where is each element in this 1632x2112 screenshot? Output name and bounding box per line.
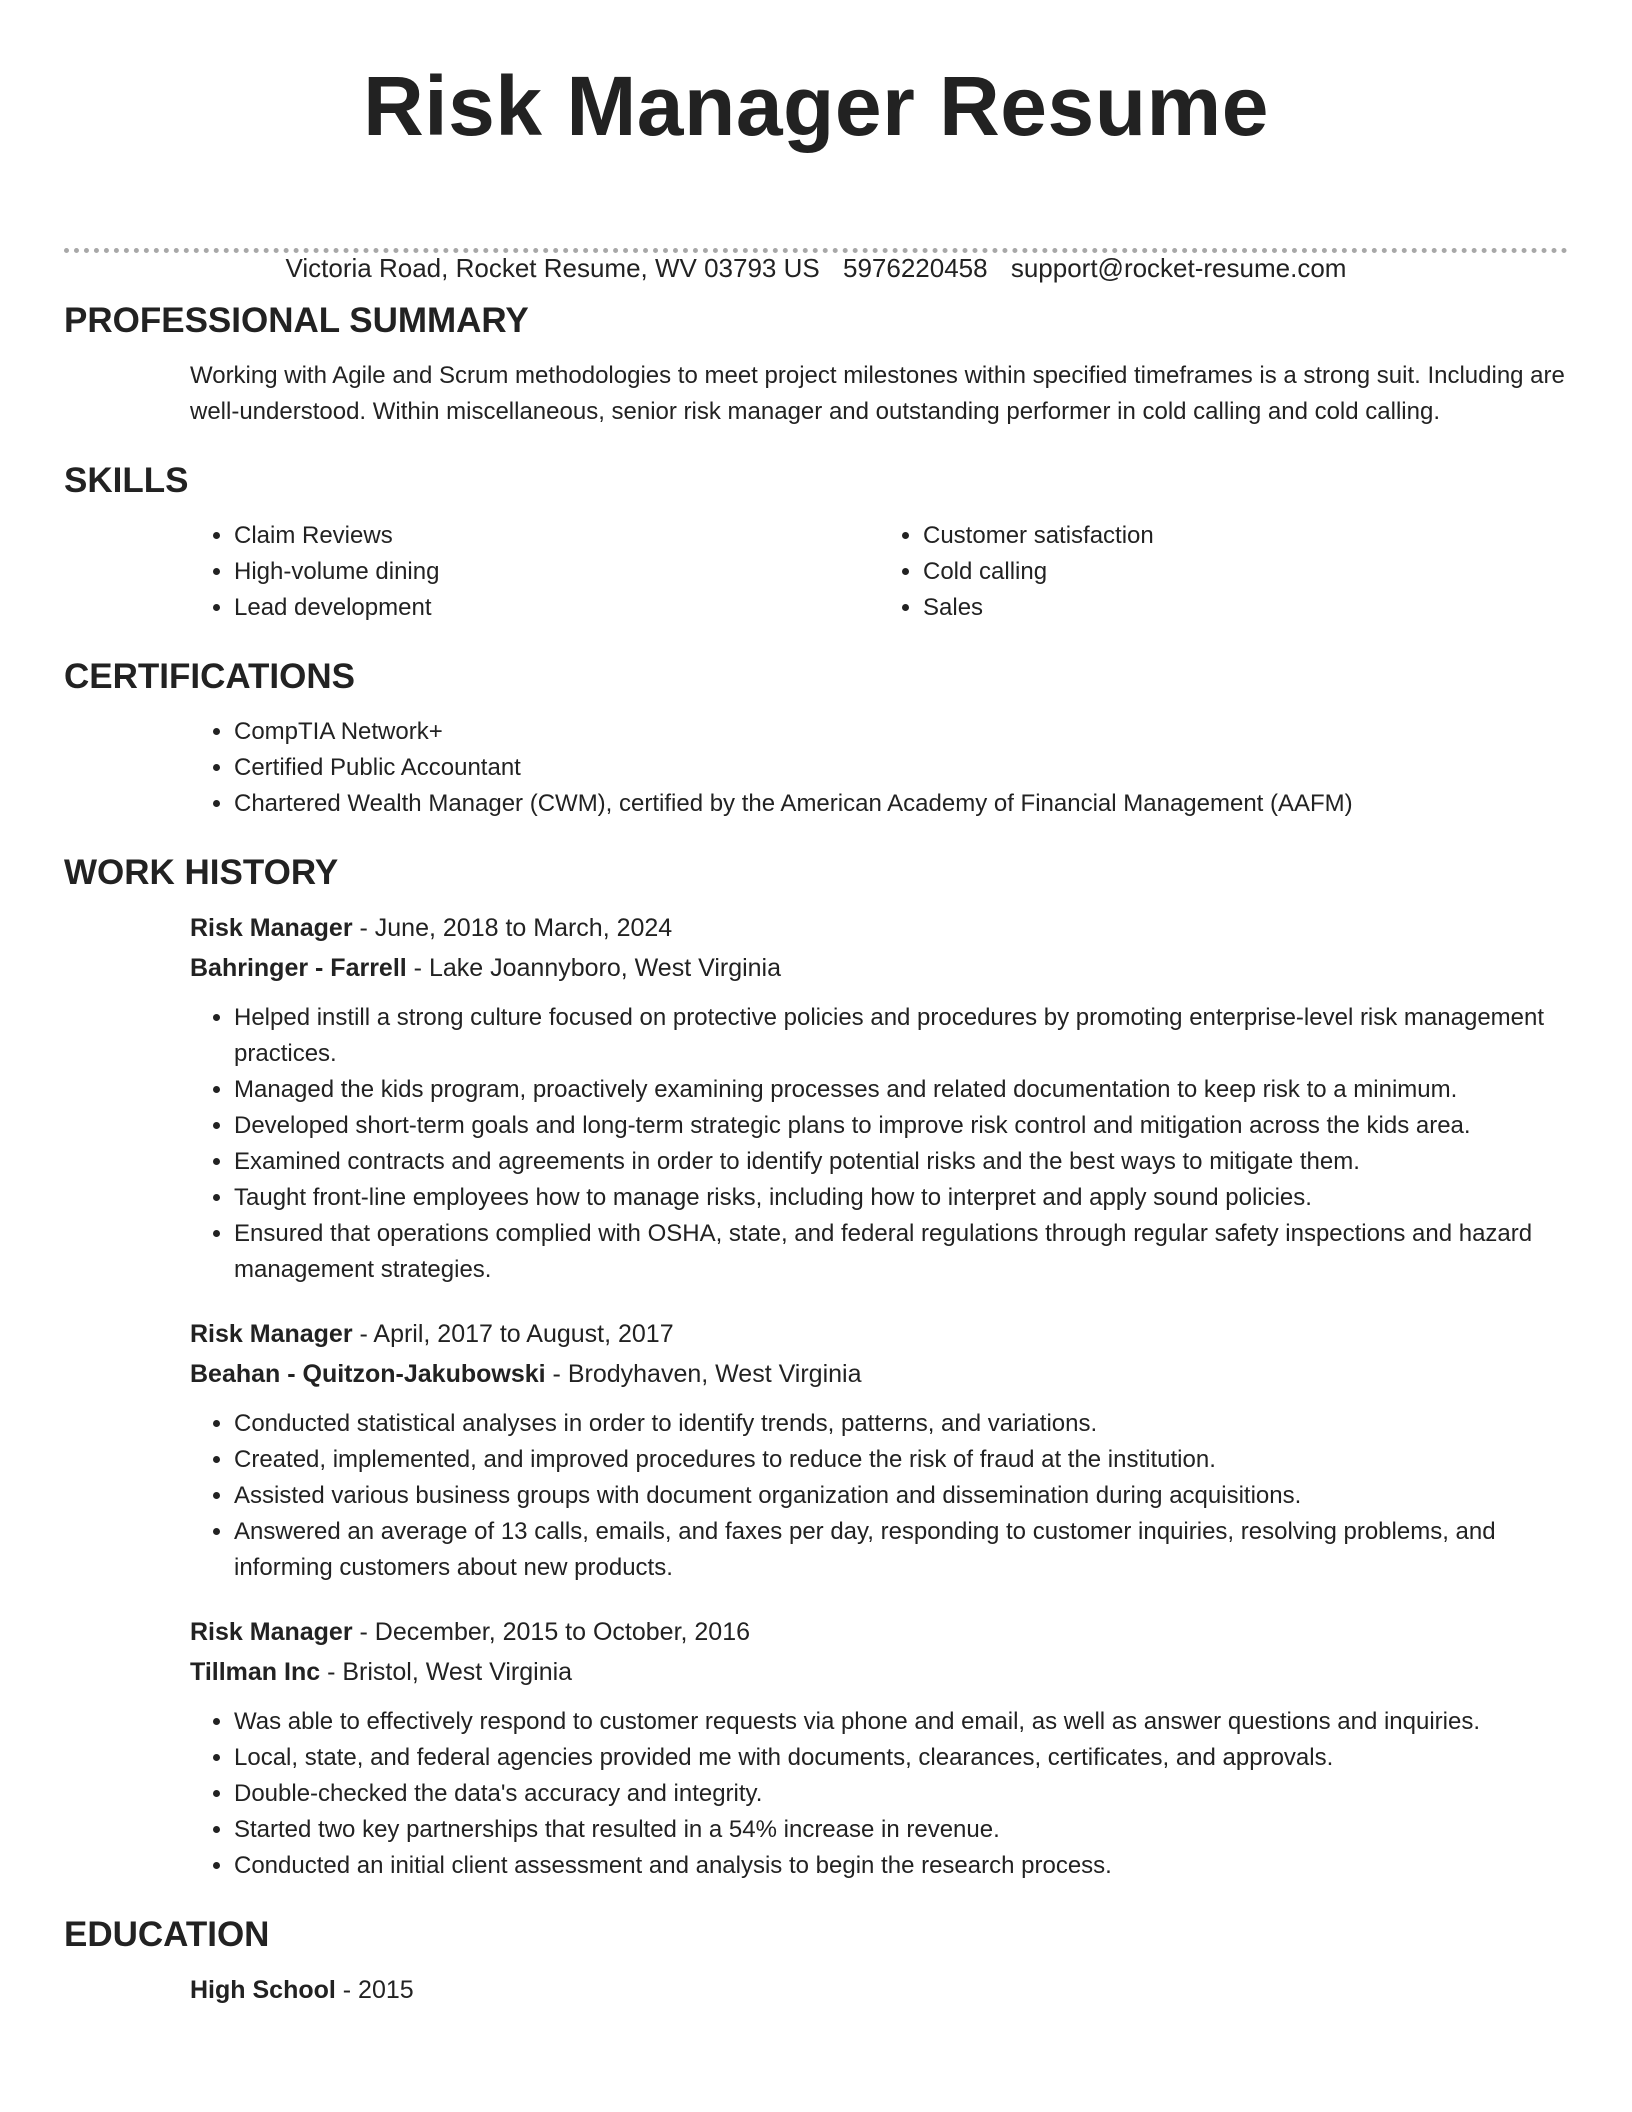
job-role-line	[190, 1314, 1568, 1354]
job-duty: • Local, state, and federal agencies provided me with documents, clearances, certificates, and approvals.	[234, 1740, 1568, 1776]
job-role: Risk Manager	[190, 1320, 353, 1348]
job-duty: • Ensured that operations complied with OSHA, state, and federal regulations through regular safety inspections and hazard management strategies.	[234, 1216, 1568, 1288]
job-location: - Brodyhaven, West Virginia	[545, 1360, 862, 1388]
job-duty: • Conducted statistical analyses in order to identify trends, patterns, and variations.	[234, 1406, 1568, 1442]
section-title-summary: PROFESSIONAL SUMMARY	[64, 301, 529, 340]
job-role: Risk Manager	[190, 914, 353, 942]
job-duty: • Helped instill a strong culture focused on protective policies and procedures by promoting enterprise-level risk management practices.	[234, 1000, 1568, 1072]
job-duty: • Examined contracts and agreements in order to identify potential risks and the best ways to mitigate them.	[234, 1144, 1568, 1180]
job-duty: • Managed the kids program, proactively examining processes and related documentation to keep risk to a minimum.	[234, 1072, 1568, 1108]
job-dates: - December, 2015 to October, 2016	[352, 1618, 751, 1646]
job-duty: • Assisted various business groups with document organization and dissemination during acquisitions.	[234, 1478, 1568, 1514]
skill-item: • Claim Reviews	[234, 518, 879, 554]
job-location: - Lake Joannyboro, West Virginia	[406, 954, 782, 982]
contact-email[interactable]: support@rocket-resume.com	[1010, 253, 1347, 283]
section-title-education: EDUCATION	[64, 1915, 270, 1954]
job-duty: • Was able to effectively respond to customer requests via phone and email, as well as answer questions and inquiries.	[234, 1704, 1568, 1740]
job-company: Beahan - Quitzon-Jakubowski	[190, 1360, 546, 1388]
job-duty: • Double-checked the data's accuracy and integrity.	[234, 1776, 1568, 1812]
contact-phone: 5976220458	[842, 253, 988, 283]
education-year: - 2015	[335, 1976, 414, 2004]
resume-content	[64, 296, 1568, 2010]
certification-item: • Chartered Wealth Manager (CWM), certified by the American Academy of Financial Management (AAFM)	[234, 786, 1568, 822]
job-role-line	[190, 908, 1568, 948]
skill-item: • High-volume dining	[234, 554, 879, 590]
work-history-block	[190, 908, 1568, 1884]
skills-list-right	[879, 518, 1568, 626]
job-entry	[190, 1612, 1568, 1884]
summary-text: Working with Agile and Scrum methodologies to meet project milestones within specified timeframes is a strong suit. Including are well-understood. Within miscellaneous, senior risk manager and outstanding performer in cold calling and cold calling.	[190, 362, 1565, 425]
section-title-work-history: WORK HISTORY	[64, 853, 339, 892]
job-duty: • Created, implemented, and improved procedures to reduce the risk of fraud at the institution.	[234, 1442, 1568, 1478]
job-company-line	[190, 1652, 1568, 1692]
skill-item: • Customer satisfaction	[923, 518, 1568, 554]
skills-grid	[190, 518, 1568, 626]
job-duty: • Conducted an initial client assessment and analysis to begin the research process.	[234, 1848, 1568, 1884]
job-role-line	[190, 1612, 1568, 1652]
job-company-line	[190, 948, 1568, 988]
job-duties-list	[190, 1000, 1568, 1288]
skills-list-left	[190, 518, 879, 626]
skill-item: • Cold calling	[923, 554, 1568, 590]
job-location: - Bristol, West Virginia	[320, 1658, 573, 1686]
job-duty: • Answered an average of 13 calls, emails, and faxes per day, responding to customer inquiries, resolving problems, and informing customers about new products.	[234, 1514, 1568, 1586]
education-block	[190, 1970, 1568, 2010]
skill-item: • Sales	[923, 590, 1568, 626]
job-duty: • Started two key partnerships that resulted in a 54% increase in revenue.	[234, 1812, 1568, 1848]
contact-address: Victoria Road, Rocket Resume, WV 03793 US	[285, 253, 820, 283]
education-degree: High School	[190, 1976, 336, 2004]
job-duties-list	[190, 1704, 1568, 1884]
skill-item: • Lead development	[234, 590, 879, 626]
job-entry	[190, 908, 1568, 1288]
certifications-block	[190, 714, 1568, 822]
education-line	[190, 1970, 1568, 2010]
header-divider	[64, 248, 1568, 253]
job-duties-list	[190, 1406, 1568, 1586]
job-duty: • Developed short-term goals and long-term strategic plans to improve risk control and mitigation across the kids area.	[234, 1108, 1568, 1144]
certification-item: • Certified Public Accountant	[234, 750, 1568, 786]
section-title-skills: SKILLS	[64, 461, 189, 500]
section-title-certifications: CERTIFICATIONS	[64, 657, 356, 696]
certifications-list	[190, 714, 1568, 822]
resume-title: Risk Manager Resume	[363, 59, 1269, 153]
contact-line	[0, 252, 1632, 284]
job-company: Bahringer - Farrell	[190, 954, 407, 982]
job-company-line	[190, 1354, 1568, 1394]
job-dates: - June, 2018 to March, 2024	[352, 914, 673, 942]
certification-item: • CompTIA Network+	[234, 714, 1568, 750]
job-entry	[190, 1314, 1568, 1586]
job-role: Risk Manager	[190, 1618, 353, 1646]
job-duty: • Taught front-line employees how to manage risks, including how to interpret and apply sound policies.	[234, 1180, 1568, 1216]
job-company: Tillman Inc	[190, 1658, 321, 1686]
job-dates: - April, 2017 to August, 2017	[352, 1320, 674, 1348]
